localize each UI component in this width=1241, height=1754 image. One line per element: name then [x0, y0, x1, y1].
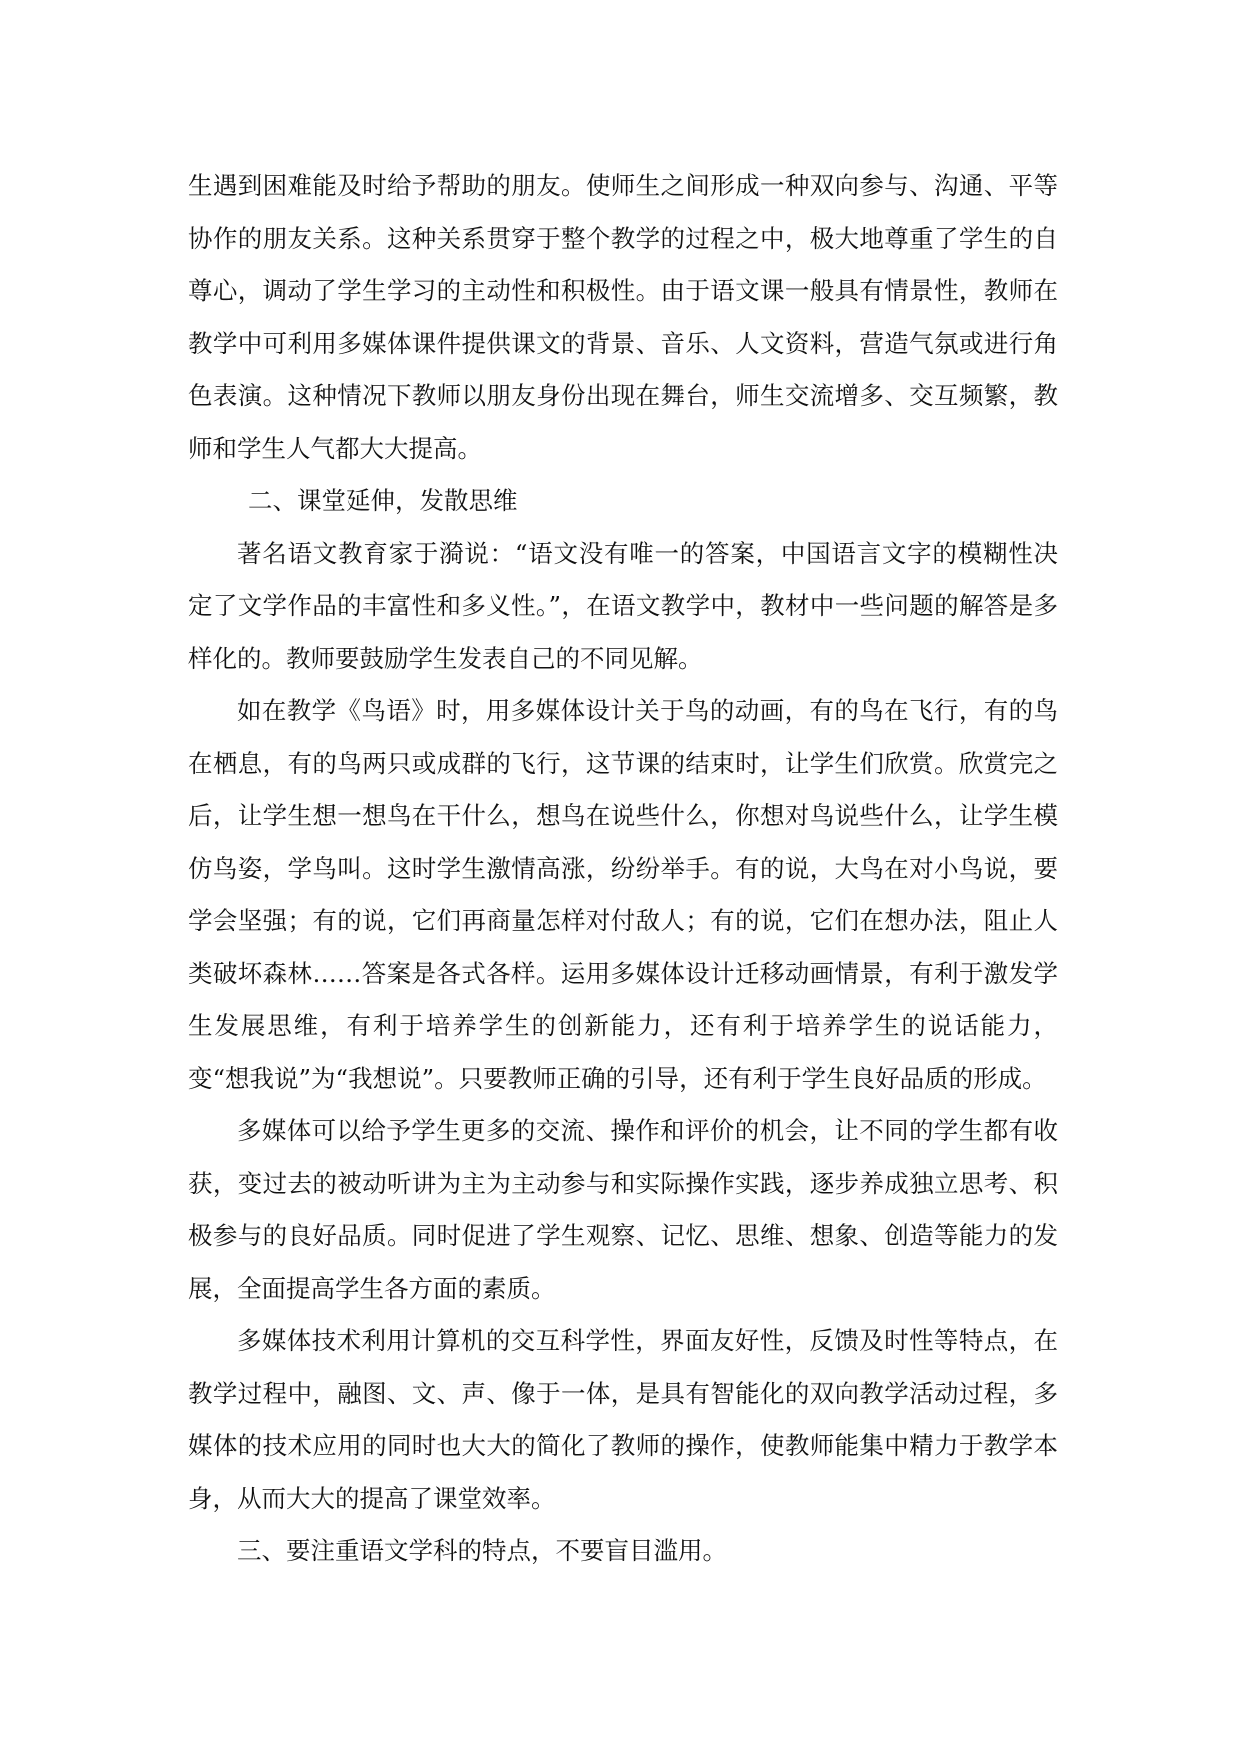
paragraph-quote: 著名语文教育家于漪说：“语文没有唯一的答案，中国语言文字的模糊性决定了文学作品的丰富性和多义性。”，在语文教学中，教材中一些问题的解答是多样化的。教师要鼓励学生发表自己的不同见解。 — [188, 538, 1058, 673]
section-heading-2: 二、课堂延伸，发散思维 — [248, 486, 518, 515]
document-body — [188, 160, 1058, 1578]
paragraph-multimedia-opportunities: 多媒体可以给予学生更多的交流、操作和评价的机会，让不同的学生都有收获，变过去的被动听讲为主为主动参与和实际操作实践，逐步养成独立思考、积极参与的良好品质。同时促进了学生观察、记忆、思维、想象、创造等能力的发展，全面提高学生各方面的素质。 — [188, 1116, 1058, 1303]
paragraph-example: 如在教学《鸟语》时，用多媒体设计关于鸟的动画，有的鸟在飞行，有的鸟在栖息，有的鸟两只或成群的飞行，这节课的结束时，让学生们欣赏。欣赏完之后，让学生想一想鸟在干什么，想鸟在说些什么，你想对鸟说些什么，让学生模仿鸟姿，学鸟叫。这时学生激情高涨，纷纷举手。有的说，大鸟在对小鸟说，要学会坚强；有的说，它们再商量怎样对付敌人；有的说，它们在想办法，阻止人类破坏森林……答案是各式各样。运用多媒体设计迁移动画情景，有利于激发学生发展思维，有利于培养学生的创新能力，还有利于培养学生的说话能力，变“想我说”为“我想说”。只要教师正确的引导，还有利于学生良好品质的形成。 — [188, 696, 1058, 1093]
paragraph-multimedia-technology: 多媒体技术利用计算机的交互科学性，界面友好性，反馈及时性等特点，在教学过程中，融图、文、声、像于一体，是具有智能化的双向教学活动过程，多媒体的技术应用的同时也大大的简化了教师的操作，使教师能集中精力于教学本身，从而大大的提高了课堂效率。 — [188, 1326, 1058, 1513]
section-heading-3: 三、要注重语文学科的特点，不要盲目滥用。 — [237, 1536, 727, 1565]
paragraph-continued: 生遇到困难能及时给予帮助的朋友。使师生之间形成一种双向参与、沟通、平等协作的朋友关系。这种关系贯穿于整个教学的过程之中，极大地尊重了学生的自尊心，调动了学生学习的主动性和积极性。由于语文课一般具有情景性，教师在教学中可利用多媒体课件提供课文的背景、音乐、人文资料，营造气氛或进行角色表演。这种情况下教师以朋友身份出现在舞台，师生交流增多、交互频繁，教师和学生人气都大大提高。 — [188, 171, 1058, 463]
